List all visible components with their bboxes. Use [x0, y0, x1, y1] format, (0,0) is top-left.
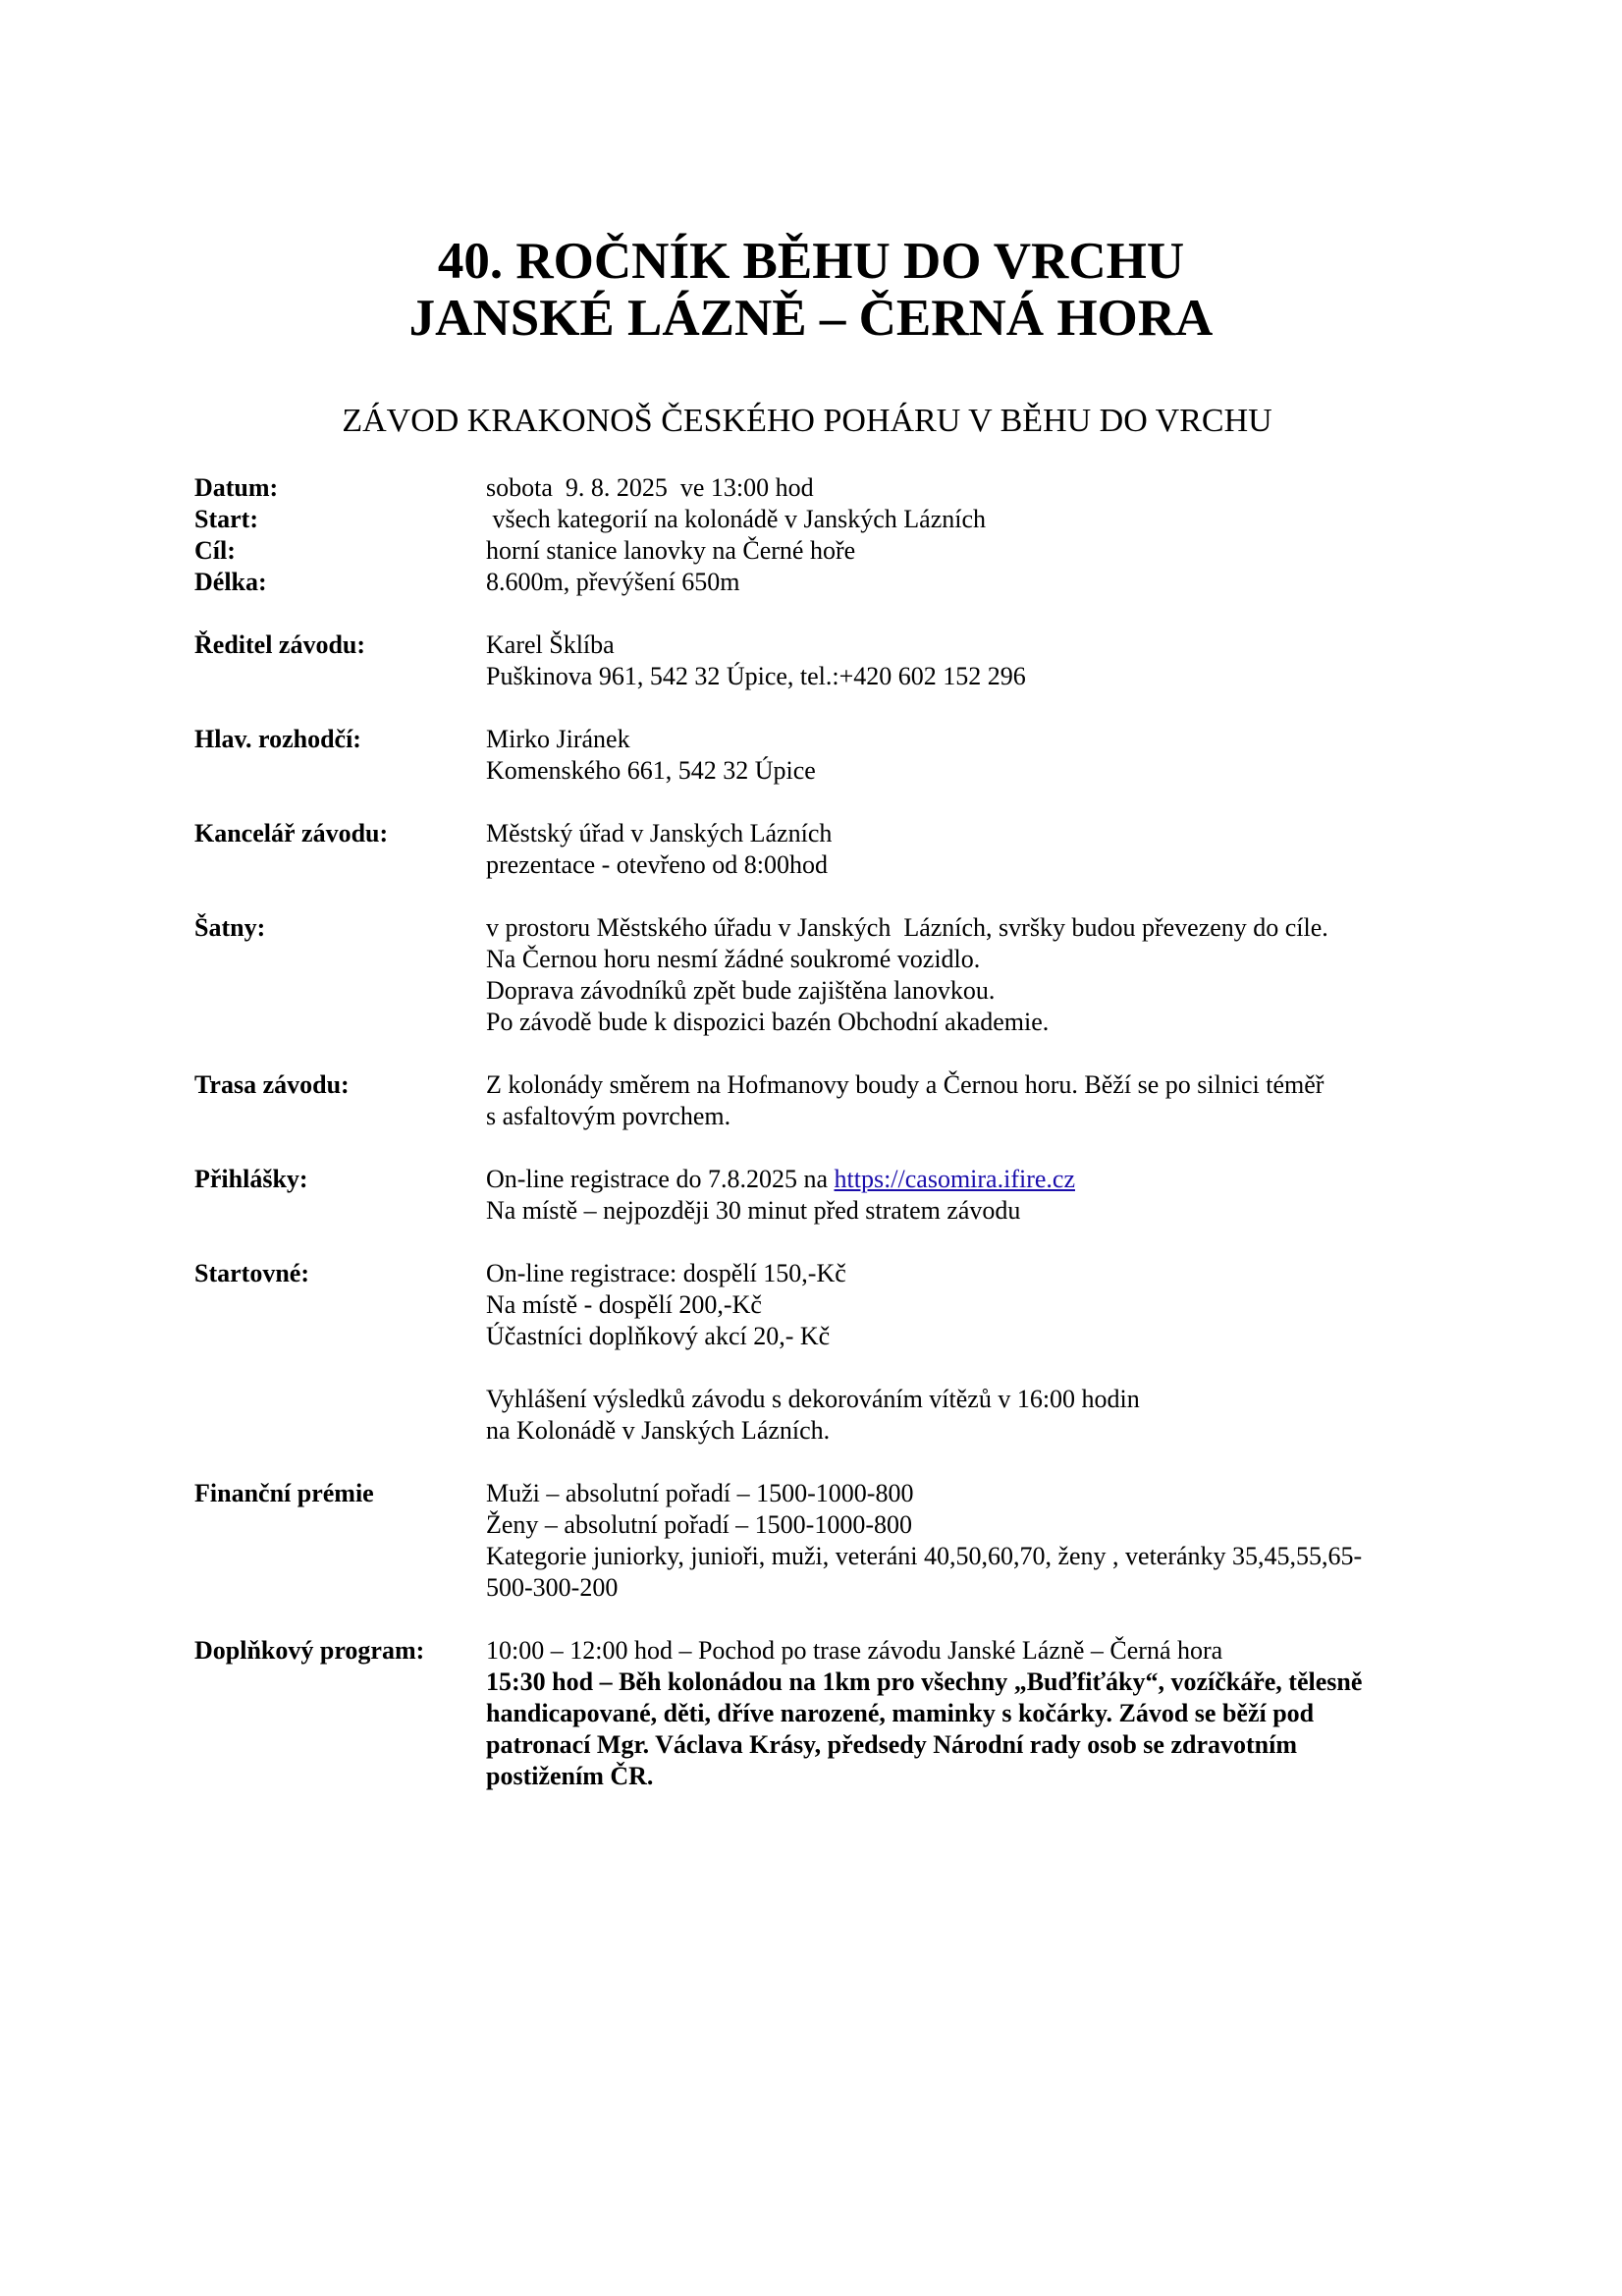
doplnkovy-bold-line-2: handicapované, děti, dříve narozené, maminky s kočárky. Závod se běží pod — [486, 1699, 1315, 1727]
doplnkovy-bold-line-3: patronací Mgr. Václava Krásy, předsedy Národní rady osob se zdravotním — [486, 1730, 1298, 1759]
label-start: Start: — [194, 505, 258, 533]
value-satny — [486, 912, 1468, 1038]
value-startovne — [486, 1258, 1468, 1352]
label-doplnkovy: Doplňkový program: — [194, 1636, 425, 1665]
reditel-name: Karel Šklíba — [486, 630, 615, 659]
label-rozhodci: Hlav. rozhodčí: — [194, 725, 361, 753]
value-prihlasky — [486, 1164, 1468, 1227]
premie-line-4: 500-300-200 — [486, 1573, 619, 1602]
value-vyhlaseni — [486, 1384, 1468, 1447]
value-premie — [486, 1478, 1468, 1604]
trasa-line-1: Z kolonády směrem na Hofmanovy boudy a Černou horu. Běží se po silnici téměř — [486, 1070, 1325, 1099]
title-line-2: JANSKÉ LÁZNĚ – ČERNÁ HORA — [408, 290, 1214, 347]
value-rozhodci — [486, 724, 1468, 787]
kancelar-line-1: Městský úřad v Janských Lázních — [486, 819, 833, 847]
premie-line-1: Muži – absolutní pořadí – 1500-1000-800 — [486, 1479, 914, 1507]
label-kancelar: Kancelář závodu: — [194, 819, 389, 847]
value-delka: 8.600m, převýšení 650m — [486, 568, 740, 596]
vyhlaseni-line-2: na Kolonádě v Janských Lázních. — [486, 1416, 831, 1445]
doplnkovy-bold-line-1: 15:30 hod – Běh kolonádou na 1km pro všechny „Buďfiťáky“, vozíčkáře, tělesně — [486, 1667, 1363, 1696]
premie-line-2: Ženy – absolutní pořadí – 1500-1000-800 — [486, 1510, 912, 1539]
rozhodci-name: Mirko Jiránek — [486, 725, 630, 753]
subtitle: ZÁVOD KRAKONOŠ ČESKÉHO POHÁRU V BĚHU DO VRCHU — [342, 403, 1272, 439]
value-doplnkovy — [486, 1635, 1468, 1792]
satny-line-4: Po závodě bude k dispozici bazén Obchodní akademie. — [486, 1008, 1050, 1036]
rozhodci-address: Komenského 661, 542 32 Úpice — [486, 756, 816, 785]
value-datum: sobota 9. 8. 2025 ve 13:00 hod — [486, 473, 814, 502]
registration-link[interactable]: https://casomira.ifire.cz — [834, 1165, 1075, 1193]
label-premie: Finanční prémie — [194, 1479, 374, 1507]
startovne-line-2: Na místě - dospělí 200,-Kč — [486, 1290, 762, 1319]
value-trasa — [486, 1069, 1468, 1132]
title-line-1: 40. ROČNÍK BĚHU DO VRCHU — [437, 233, 1185, 290]
kancelar-line-2: prezentace - otevřeno od 8:00hod — [486, 850, 828, 879]
satny-line-1: v prostoru Městského úřadu v Janských Lázních, svršky budou převezeny do cíle. — [486, 913, 1328, 942]
doplnkovy-bold-line-4: postižením ČR. — [486, 1762, 654, 1790]
satny-line-3: Doprava závodníků zpět bude zajištěna lanovkou. — [486, 976, 996, 1005]
label-cil: Cíl: — [194, 536, 236, 565]
label-prihlasky: Přihlášky: — [194, 1165, 308, 1193]
value-cil: horní stanice lanovky na Černé hoře — [486, 536, 856, 565]
prihlasky-line-1 — [486, 1164, 1468, 1195]
label-satny: Šatny: — [194, 913, 266, 942]
reditel-address: Puškinova 961, 542 32 Úpice, tel.:+420 602 152 296 — [486, 662, 1026, 690]
label-startovne: Startovné: — [194, 1259, 309, 1287]
label-delka: Délka: — [194, 568, 267, 596]
prihlasky-line-2: Na místě – nejpozději 30 minut před stratem závodu — [486, 1196, 1021, 1225]
value-kancelar — [486, 818, 1468, 881]
prihlasky-prefix: On-line registrace do 7.8.2025 na — [486, 1165, 835, 1193]
label-trasa: Trasa závodu: — [194, 1070, 350, 1099]
doplnkovy-line-1: 10:00 – 12:00 hod – Pochod po trase závodu Janské Lázně – Černá hora — [486, 1636, 1223, 1665]
value-start: všech kategorií na kolonádě v Janských Lázních — [486, 505, 986, 533]
value-reditel — [486, 629, 1468, 692]
premie-line-3: Kategorie juniorky, junioři, muži, veteráni 40,50,60,70, ženy , veteránky 35,45,55,65- — [486, 1542, 1363, 1570]
vyhlaseni-line-1: Vyhlášení výsledků závodu s dekorováním vítězů v 16:00 hodin — [486, 1385, 1140, 1413]
trasa-line-2: s asfaltovým povrchem. — [486, 1102, 731, 1130]
doplnkovy-bold-block — [486, 1667, 1458, 1792]
startovne-line-1: On-line registrace: dospělí 150,-Kč — [486, 1259, 846, 1287]
startovne-line-3: Účastníci doplňkový akcí 20,- Kč — [486, 1322, 831, 1350]
label-datum: Datum: — [194, 473, 279, 502]
label-reditel: Ředitel závodu: — [194, 630, 366, 659]
satny-line-2: Na Černou horu nesmí žádné soukromé vozidlo. — [486, 945, 981, 973]
